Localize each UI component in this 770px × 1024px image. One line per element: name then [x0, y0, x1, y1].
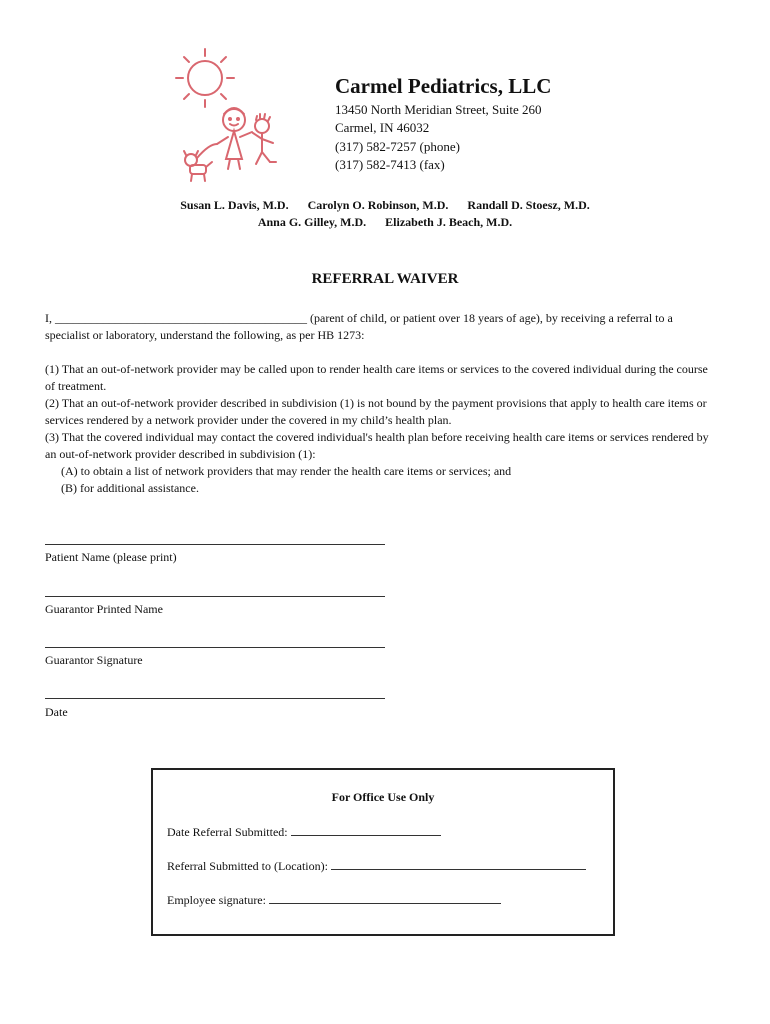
- guarantor-name-label: Guarantor Printed Name: [45, 602, 163, 616]
- clause-2: (2) That an out-of-network provider described in subdivision (1) is not bound by the payment provisions that apply to health care items or services rendered by a network provider under the covered in my child’s health plan.: [45, 396, 707, 427]
- clause-1: (1) That an out-of-network provider may be called upon to render health care items or services to the covered individual during the course of treatment.: [45, 362, 708, 393]
- intro-paragraph: I, __________________________________________ (parent of child, or patient over 18 years of age), by receiving a referral to a specialist or laboratory, understand the following, as per HB 1273:: [45, 311, 673, 342]
- clause-3: (3) That the covered individual may contact the covered individual's health plan before receiving health care items or services rendered by an out-of-network provider described in subdivision (1):: [45, 430, 709, 461]
- doctor-name: Elizabeth J. Beach, M.D.: [385, 215, 513, 229]
- fax-number: (317) 582-7413 (fax): [335, 157, 445, 172]
- guarantor-signature-label: Guarantor Signature: [45, 653, 143, 667]
- doctor-name: Susan L. Davis, M.D.: [180, 198, 289, 212]
- doctors-row-1: [0, 198, 770, 213]
- org-name: Carmel Pediatrics, LLC: [335, 74, 552, 98]
- guarantor-name-line[interactable]: [45, 596, 385, 597]
- date-submitted-label: Date Referral Submitted:: [167, 825, 288, 839]
- office-use-box: [151, 768, 615, 936]
- patient-name-label: Patient Name (please print): [45, 550, 177, 564]
- doctor-name: Randall D. Stoesz, M.D.: [467, 198, 590, 212]
- employee-signature-field: [167, 892, 501, 908]
- address-line-2: Carmel, IN 46032: [335, 120, 430, 135]
- date-submitted-line[interactable]: [291, 824, 441, 836]
- sun-and-children-logo-icon: [170, 44, 285, 189]
- date-line[interactable]: [45, 698, 385, 699]
- patient-name-line[interactable]: [45, 544, 385, 545]
- clauses-block: [45, 361, 720, 497]
- clause-3b: (B) for additional assistance.: [61, 481, 199, 495]
- date-submitted-field: [167, 824, 441, 840]
- clause-3a: (A) to obtain a list of network providers that may render the health care items or services; and: [61, 464, 512, 478]
- location-label: Referral Submitted to (Location):: [167, 859, 328, 873]
- guarantor-signature-line[interactable]: [45, 647, 385, 648]
- location-field: [167, 858, 586, 874]
- phone-number: (317) 582-7257 (phone): [335, 139, 460, 154]
- doctor-name: Carolyn O. Robinson, M.D.: [307, 198, 449, 212]
- employee-signature-line[interactable]: [269, 892, 501, 904]
- doctors-row-2: [0, 215, 770, 230]
- location-line[interactable]: [331, 858, 586, 870]
- office-use-title: For Office Use Only: [331, 790, 435, 804]
- doctor-name: Anna G. Gilley, M.D.: [257, 215, 367, 229]
- document-title: REFERRAL WAIVER: [311, 271, 459, 287]
- employee-signature-label: Employee signature:: [167, 893, 266, 907]
- date-label: Date: [45, 705, 68, 719]
- address-line-1: 13450 North Meridian Street, Suite 260: [335, 102, 542, 117]
